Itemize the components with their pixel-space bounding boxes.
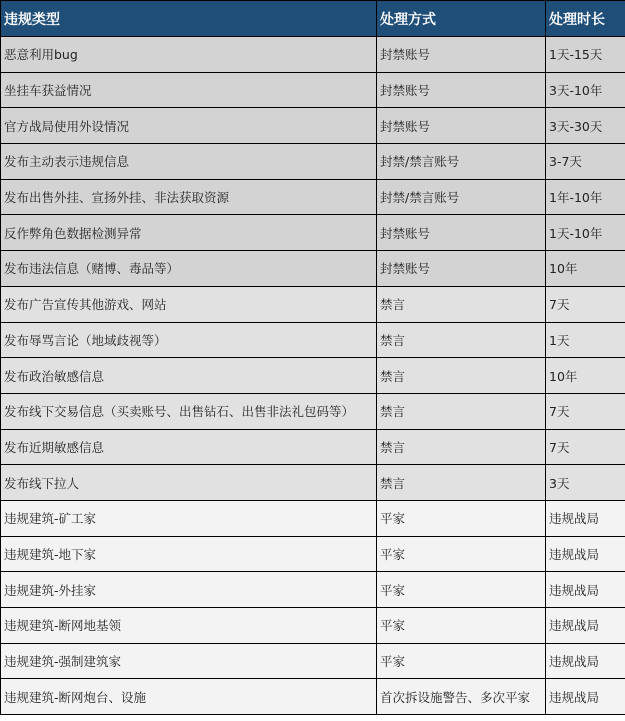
- cell-handling-duration: 10年: [546, 358, 625, 394]
- cell-handling-duration: 违规战局: [546, 679, 625, 715]
- cell-handling-duration: 违规战局: [546, 643, 625, 679]
- cell-handling-duration: 3-7天: [546, 144, 625, 180]
- cell-handling-duration: 1天-15天: [546, 37, 625, 73]
- table-row: [1, 643, 625, 679]
- table-row: [1, 144, 625, 180]
- cell-violation-type: 发布广告宣传其他游戏、网站: [1, 286, 377, 322]
- table-row: [1, 393, 625, 429]
- cell-violation-type: 发布近期敏感信息: [1, 429, 377, 465]
- table-row: [1, 358, 625, 394]
- header-row: [1, 1, 625, 37]
- cell-handling-method: 封禁账号: [377, 72, 546, 108]
- cell-handling-method: 禁言: [377, 429, 546, 465]
- table-row: [1, 429, 625, 465]
- cell-violation-type: 违规建筑-矿工家: [1, 500, 377, 536]
- table-row: [1, 536, 625, 572]
- header-handling-duration: 处理时长: [546, 1, 625, 37]
- header-violation-type: 违规类型: [1, 1, 377, 37]
- cell-handling-method: 首次拆设施警告、多次平家: [377, 679, 546, 715]
- cell-handling-duration: 10年: [546, 251, 625, 287]
- cell-handling-duration: 7天: [546, 429, 625, 465]
- cell-handling-method: 封禁/禁言账号: [377, 179, 546, 215]
- cell-handling-duration: 3天-10年: [546, 72, 625, 108]
- cell-violation-type: 发布辱骂言论（地域歧视等）: [1, 322, 377, 358]
- cell-handling-duration: 7天: [546, 286, 625, 322]
- cell-violation-type: 违规建筑-断网炮台、设施: [1, 679, 377, 715]
- table-row: [1, 465, 625, 501]
- table-row: [1, 679, 625, 715]
- table-row: [1, 251, 625, 287]
- cell-handling-method: 禁言: [377, 286, 546, 322]
- cell-violation-type: 发布主动表示违规信息: [1, 144, 377, 180]
- table-row: [1, 572, 625, 608]
- table-row: [1, 108, 625, 144]
- header-handling-method: 处理方式: [377, 1, 546, 37]
- table-row: [1, 215, 625, 251]
- cell-violation-type: 发布出售外挂、宣扬外挂、非法获取资源: [1, 179, 377, 215]
- cell-violation-type: 违规建筑-强制建筑家: [1, 643, 377, 679]
- cell-violation-type: 官方战局使用外设情况: [1, 108, 377, 144]
- cell-handling-duration: 3天-30天: [546, 108, 625, 144]
- cell-violation-type: 发布线下交易信息（买卖账号、出售钻石、出售非法礼包码等）: [1, 393, 377, 429]
- cell-handling-method: 平家: [377, 643, 546, 679]
- cell-violation-type: 发布线下拉人: [1, 465, 377, 501]
- cell-violation-type: 违规建筑-外挂家: [1, 572, 377, 608]
- table-row: [1, 37, 625, 73]
- table-row: [1, 322, 625, 358]
- cell-handling-method: 平家: [377, 572, 546, 608]
- table-row: [1, 179, 625, 215]
- table-header: [1, 1, 625, 37]
- cell-violation-type: 违规建筑-地下家: [1, 536, 377, 572]
- cell-handling-duration: 7天: [546, 393, 625, 429]
- cell-violation-type: 恶意利用bug: [1, 37, 377, 73]
- table-row: [1, 286, 625, 322]
- cell-handling-duration: 1年-10年: [546, 179, 625, 215]
- cell-handling-method: 封禁/禁言账号: [377, 144, 546, 180]
- cell-handling-method: 封禁账号: [377, 251, 546, 287]
- table-row: [1, 500, 625, 536]
- cell-handling-method: 平家: [377, 608, 546, 644]
- cell-handling-duration: 3天: [546, 465, 625, 501]
- cell-handling-duration: 违规战局: [546, 500, 625, 536]
- cell-handling-method: 封禁账号: [377, 215, 546, 251]
- cell-handling-duration: 1天-10年: [546, 215, 625, 251]
- cell-handling-method: 禁言: [377, 465, 546, 501]
- cell-handling-method: 禁言: [377, 358, 546, 394]
- cell-handling-method: 封禁账号: [377, 108, 546, 144]
- cell-handling-method: 禁言: [377, 393, 546, 429]
- cell-handling-duration: 违规战局: [546, 608, 625, 644]
- table-row: [1, 72, 625, 108]
- cell-handling-duration: 1天: [546, 322, 625, 358]
- cell-handling-duration: 违规战局: [546, 536, 625, 572]
- cell-violation-type: 反作弊角色数据检测异常: [1, 215, 377, 251]
- cell-handling-method: 平家: [377, 500, 546, 536]
- cell-violation-type: 违规建筑-断网地基领: [1, 608, 377, 644]
- table-body: [1, 37, 625, 715]
- cell-violation-type: 坐挂车获益情况: [1, 72, 377, 108]
- cell-handling-method: 禁言: [377, 322, 546, 358]
- cell-handling-method: 封禁账号: [377, 37, 546, 73]
- cell-handling-duration: 违规战局: [546, 572, 625, 608]
- table-row: [1, 608, 625, 644]
- cell-handling-method: 平家: [377, 536, 546, 572]
- cell-violation-type: 发布违法信息（赌博、毒品等）: [1, 251, 377, 287]
- cell-violation-type: 发布政治敏感信息: [1, 358, 377, 394]
